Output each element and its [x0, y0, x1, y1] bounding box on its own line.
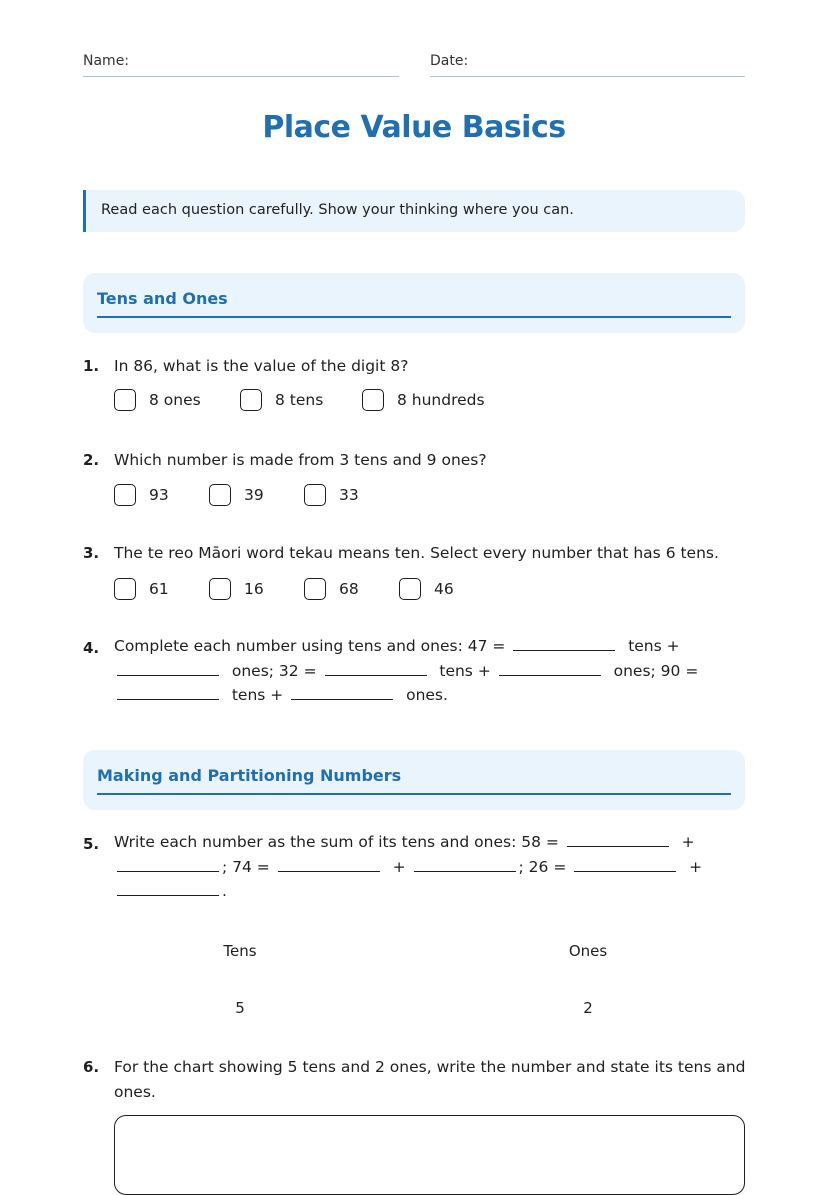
- question-text-line-1: For the chart showing 5 tens and 2 ones, write the number and state its tens and: [114, 1058, 746, 1076]
- question-body: [114, 634, 698, 708]
- option-46[interactable]: [399, 578, 454, 600]
- section-tens-and-ones: [83, 273, 745, 333]
- answer-box[interactable]: [114, 1115, 745, 1195]
- page-title: Place Value Basics: [262, 110, 566, 145]
- name-label: Name:: [83, 53, 130, 69]
- option-label: 8 tens: [275, 391, 324, 409]
- question-number: 1.: [83, 357, 100, 375]
- table-header-tens: Tens: [223, 942, 257, 960]
- option-61[interactable]: [114, 578, 169, 600]
- option-8-tens[interactable]: [240, 389, 323, 411]
- date-label: Date:: [430, 53, 469, 69]
- text: tens +: [231, 686, 284, 704]
- question-number: 4.: [83, 639, 100, 657]
- section-title: Making and Partitioning Numbers: [97, 766, 402, 785]
- date-line[interactable]: [430, 76, 745, 77]
- name-line[interactable]: [83, 76, 399, 77]
- instructions-box: [83, 190, 745, 232]
- text: ones; 32 =: [231, 661, 317, 680]
- question-text: Which number is made from 3 tens and 9 ones?: [114, 451, 487, 469]
- question-text: The te reo Māori word tekau means ten. Select every number that has 6 tens.: [114, 544, 719, 562]
- text: Write each number as the sum of its tens and ones: 58 =: [114, 833, 559, 851]
- option-33[interactable]: [304, 484, 359, 506]
- text: +: [681, 833, 695, 851]
- option-label: 16: [244, 580, 264, 598]
- option-39[interactable]: [209, 484, 264, 506]
- question-number: 6.: [83, 1058, 100, 1076]
- option-label: 46: [434, 580, 454, 598]
- section-title: Tens and Ones: [97, 289, 228, 308]
- option-label: 8 hundreds: [397, 391, 485, 409]
- checkbox[interactable]: [114, 578, 136, 600]
- blank[interactable]: [117, 881, 219, 896]
- text: tens +: [628, 637, 680, 655]
- option-label: 68: [339, 580, 359, 598]
- blank[interactable]: [117, 661, 219, 676]
- section-underline: [97, 793, 731, 795]
- text: ones; 90 =: [613, 661, 699, 680]
- question-number: 3.: [83, 544, 100, 562]
- option-label: 39: [244, 486, 264, 504]
- text: .: [222, 882, 227, 900]
- text: tens +: [439, 661, 491, 680]
- checkbox[interactable]: [209, 484, 231, 506]
- checkbox[interactable]: [240, 389, 262, 411]
- blank[interactable]: [499, 661, 601, 676]
- checkbox[interactable]: [399, 578, 421, 600]
- blank[interactable]: [291, 685, 393, 700]
- text: ones.: [406, 686, 448, 704]
- instructions-text: Read each question carefully. Show your thinking where you can.: [101, 202, 574, 218]
- blank[interactable]: [513, 636, 615, 651]
- question-number: 5.: [83, 835, 100, 853]
- option-8-ones[interactable]: [114, 389, 201, 411]
- table-cell-tens: 5: [235, 999, 245, 1017]
- table-cell-ones: 2: [583, 999, 593, 1017]
- option-8-hundreds[interactable]: [362, 389, 485, 411]
- checkbox[interactable]: [304, 578, 326, 600]
- section-making-and-partitioning: [83, 750, 745, 810]
- option-16[interactable]: [209, 578, 264, 600]
- question-number: 2.: [83, 451, 100, 469]
- option-label: 8 ones: [149, 391, 201, 409]
- option-label: 93: [149, 486, 169, 504]
- text: +: [689, 857, 703, 876]
- section-underline: [97, 316, 731, 318]
- blank[interactable]: [117, 857, 219, 872]
- blank[interactable]: [414, 857, 516, 872]
- option-label: 61: [149, 580, 169, 598]
- blank[interactable]: [278, 857, 380, 872]
- option-label: 33: [339, 486, 359, 504]
- option-93[interactable]: [114, 484, 169, 506]
- checkbox[interactable]: [362, 389, 384, 411]
- blank[interactable]: [325, 661, 427, 676]
- blank[interactable]: [574, 857, 676, 872]
- checkbox[interactable]: [114, 389, 136, 411]
- text: +: [392, 857, 406, 876]
- blank[interactable]: [117, 685, 219, 700]
- blank[interactable]: [567, 832, 669, 847]
- checkbox[interactable]: [209, 578, 231, 600]
- question-text: In 86, what is the value of the digit 8?: [114, 357, 409, 375]
- question-body: [114, 830, 702, 904]
- text: Complete each number using tens and ones: 47 =: [114, 637, 506, 655]
- question-text-line-2: ones.: [114, 1083, 156, 1101]
- text: ; 26 =: [518, 857, 567, 876]
- option-68[interactable]: [304, 578, 359, 600]
- table-header-ones: Ones: [568, 942, 608, 960]
- checkbox[interactable]: [114, 484, 136, 506]
- checkbox[interactable]: [304, 484, 326, 506]
- text: ; 74 =: [222, 857, 270, 876]
